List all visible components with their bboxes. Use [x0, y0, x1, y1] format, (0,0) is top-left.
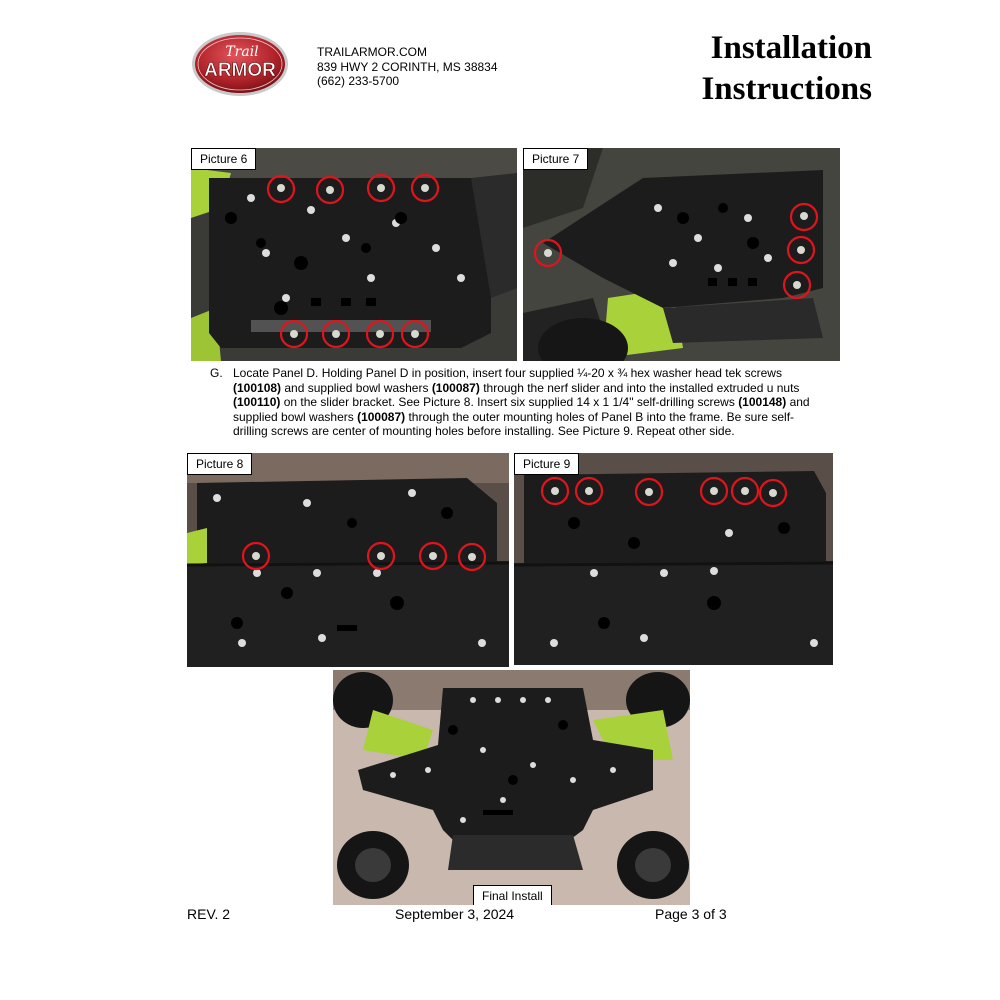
logo-text-top: Trail [225, 44, 259, 60]
step-text-part: and supplied bowl washers [233, 395, 810, 424]
part-number: (100148) [738, 395, 787, 410]
address-text: 839 HWY 2 CORINTH, MS 38834 [317, 59, 498, 74]
step-text [233, 366, 820, 439]
part-number: (100087) [431, 380, 480, 395]
page-number: Page 3 of 3 [655, 906, 727, 922]
logo-text-bottom: ARMOR [204, 60, 276, 81]
picture-7-label: Picture 7 [523, 148, 588, 170]
picture-6-label: Picture 6 [191, 148, 256, 170]
trail-armor-logo [190, 30, 290, 98]
picture-8-photo [187, 453, 509, 667]
final-install-label: Final Install [473, 885, 552, 905]
title-line-2: Instructions [701, 71, 872, 107]
step-text-part: on the slider bracket. See Picture 8. Insert six supplied 14 x 1 1/4" self-drilling screws [280, 395, 739, 410]
website-text: TRAILARMOR.COM [317, 45, 428, 59]
page-title [701, 28, 872, 110]
step-text-part: through the nerf slider and into the installed extruded u nuts [479, 380, 800, 395]
part-number: (100087) [357, 409, 406, 424]
part-number: (100110) [233, 395, 281, 410]
picture-7-photo [523, 148, 840, 361]
final-install-photo [333, 670, 690, 905]
picture-9-label: Picture 9 [514, 453, 579, 475]
title-line-1: Installation [710, 30, 872, 66]
revision-text: REV. 2 [187, 906, 231, 922]
phone-text: (662) 233-5700 [317, 74, 400, 88]
step-text-part: and supplied bowl washers [281, 380, 432, 395]
contact-block [317, 45, 498, 89]
picture-6-photo [191, 148, 517, 361]
step-text-part: through the outer mounting holes of Panel B into the frame. Be sure self-drilling screws are center of mounting holes before installing. See Picture 9. Repeat other side. [233, 409, 795, 439]
step-letter: G. [210, 366, 223, 380]
step-text-part: Locate Panel D. Holding Panel D in position, insert four supplied ¼-20 x ¾ hex washer head tek screws [233, 366, 782, 380]
picture-9-photo [514, 453, 833, 665]
instruction-step-g [210, 366, 820, 439]
part-number: (100108) [233, 380, 282, 395]
date-text: September 3, 2024 [395, 906, 515, 922]
picture-8-label: Picture 8 [187, 453, 252, 475]
